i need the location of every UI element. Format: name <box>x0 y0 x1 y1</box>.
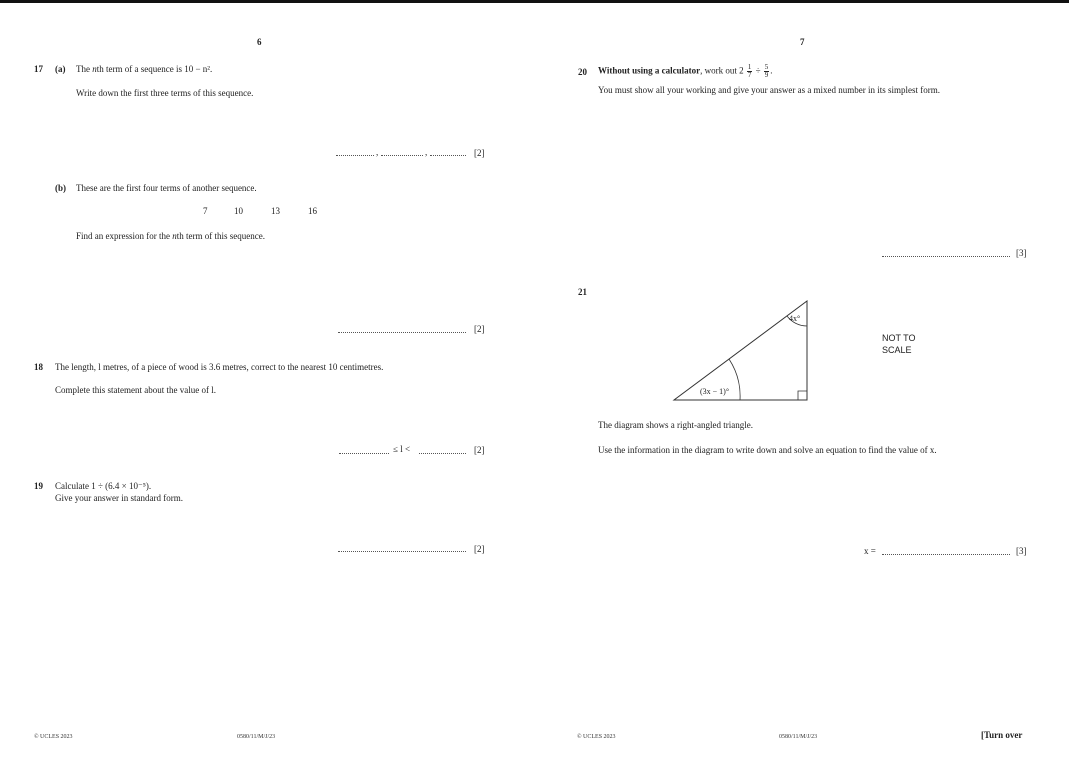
q19-answer-line[interactable] <box>338 551 466 552</box>
q18-instruction: Complete this statement about the value of l. <box>55 385 216 395</box>
page-number-left: 6 <box>257 37 262 47</box>
q18-marks: [2] <box>474 445 485 455</box>
q17a-instruction: Write down the first three terms of this sequence. <box>76 88 254 98</box>
q18-text: The length, l metres, of a piece of wood is 3.6 metres, correct to the nearest 10 centimetres. <box>55 362 384 372</box>
q17a-label: (a) <box>55 64 66 74</box>
q20-marks: [3] <box>1016 248 1027 258</box>
q20-instruction: You must show all your working and give your answer as a mixed number in its simplest form. <box>598 85 941 95</box>
q21-answer-line[interactable] <box>882 554 1010 555</box>
q17a-text: The nth term of a sequence is 10 − n². <box>76 64 213 74</box>
q17a-answer-line-3[interactable] <box>430 155 466 156</box>
q17b-marks: [2] <box>474 324 485 334</box>
q17b-instruction: Find an expression for the nth term of this sequence. <box>76 231 265 241</box>
footer-copyright-right: © UCLES 2023 <box>577 734 616 740</box>
q17a-marks: [2] <box>474 148 485 158</box>
q20-fraction-1: $\frac{1}{7}$ <box>747 63 752 79</box>
q18-answer-lower[interactable] <box>339 453 389 454</box>
q18-inequality: ≤ l < <box>393 444 411 454</box>
q21-marks: [3] <box>1016 546 1027 556</box>
q20-answer-line[interactable] <box>882 256 1010 257</box>
footer-code-right: 0580/11/M/J/23 <box>779 734 818 740</box>
q17b-term: 13 <box>271 206 280 216</box>
page-number-right: 7 <box>800 37 805 47</box>
q21-instruction: Use the information in the diagram to write down and solve an equation to find the value of x. <box>598 445 937 455</box>
q17b-term: 16 <box>308 206 317 216</box>
triangle-outline <box>674 301 807 400</box>
not-to-scale-line-1: NOT TO <box>882 333 916 343</box>
q19-number: 19 <box>34 481 43 491</box>
q17a-answer-line-1[interactable] <box>336 155 374 156</box>
footer-copyright-left: © UCLES 2023 <box>34 734 73 740</box>
q19-marks: [2] <box>474 544 485 554</box>
footer-code-left: 0580/11/M/J/23 <box>237 734 276 740</box>
angle-top-label: 4x° <box>789 314 801 323</box>
angle-left-label: (3x − 1)° <box>700 387 730 396</box>
turn-over-label: [Turn over <box>981 730 1023 740</box>
q17b-term: 7 <box>203 206 208 216</box>
q17b-label: (b) <box>55 183 66 193</box>
q17a-separator-2: , <box>425 147 428 157</box>
q18-number: 18 <box>34 362 43 372</box>
q20-text: Without using a calculator, work out 2 $\frac{1}{7}$ ÷ $\frac{5}{9}$ . <box>598 63 773 79</box>
left-angle-arc <box>729 359 740 400</box>
top-border <box>0 0 1069 3</box>
q17a-answer-line-2[interactable] <box>381 155 423 156</box>
q17b-answer-line[interactable] <box>338 332 466 333</box>
q17a-separator-1: , <box>376 147 379 157</box>
not-to-scale-line-2: SCALE <box>882 345 912 355</box>
q19-instruction: Give your answer in standard form. <box>55 493 183 503</box>
right-angle-marker <box>798 391 807 400</box>
q20-number: 20 <box>578 67 587 77</box>
q18-answer-upper[interactable] <box>419 453 466 454</box>
q21-answer-label: x = <box>864 546 876 556</box>
q20-fraction-2: $\frac{5}{9}$ <box>764 63 769 79</box>
q17b-text: These are the first four terms of another sequence. <box>76 183 257 193</box>
q17b-term: 10 <box>234 206 243 216</box>
q21-number: 21 <box>578 287 587 297</box>
q21-text: The diagram shows a right-angled triangle. <box>598 420 753 430</box>
q19-text: Calculate 1 ÷ (6.4 × 10⁻⁵). <box>55 481 152 491</box>
q17-number: 17 <box>34 64 43 74</box>
